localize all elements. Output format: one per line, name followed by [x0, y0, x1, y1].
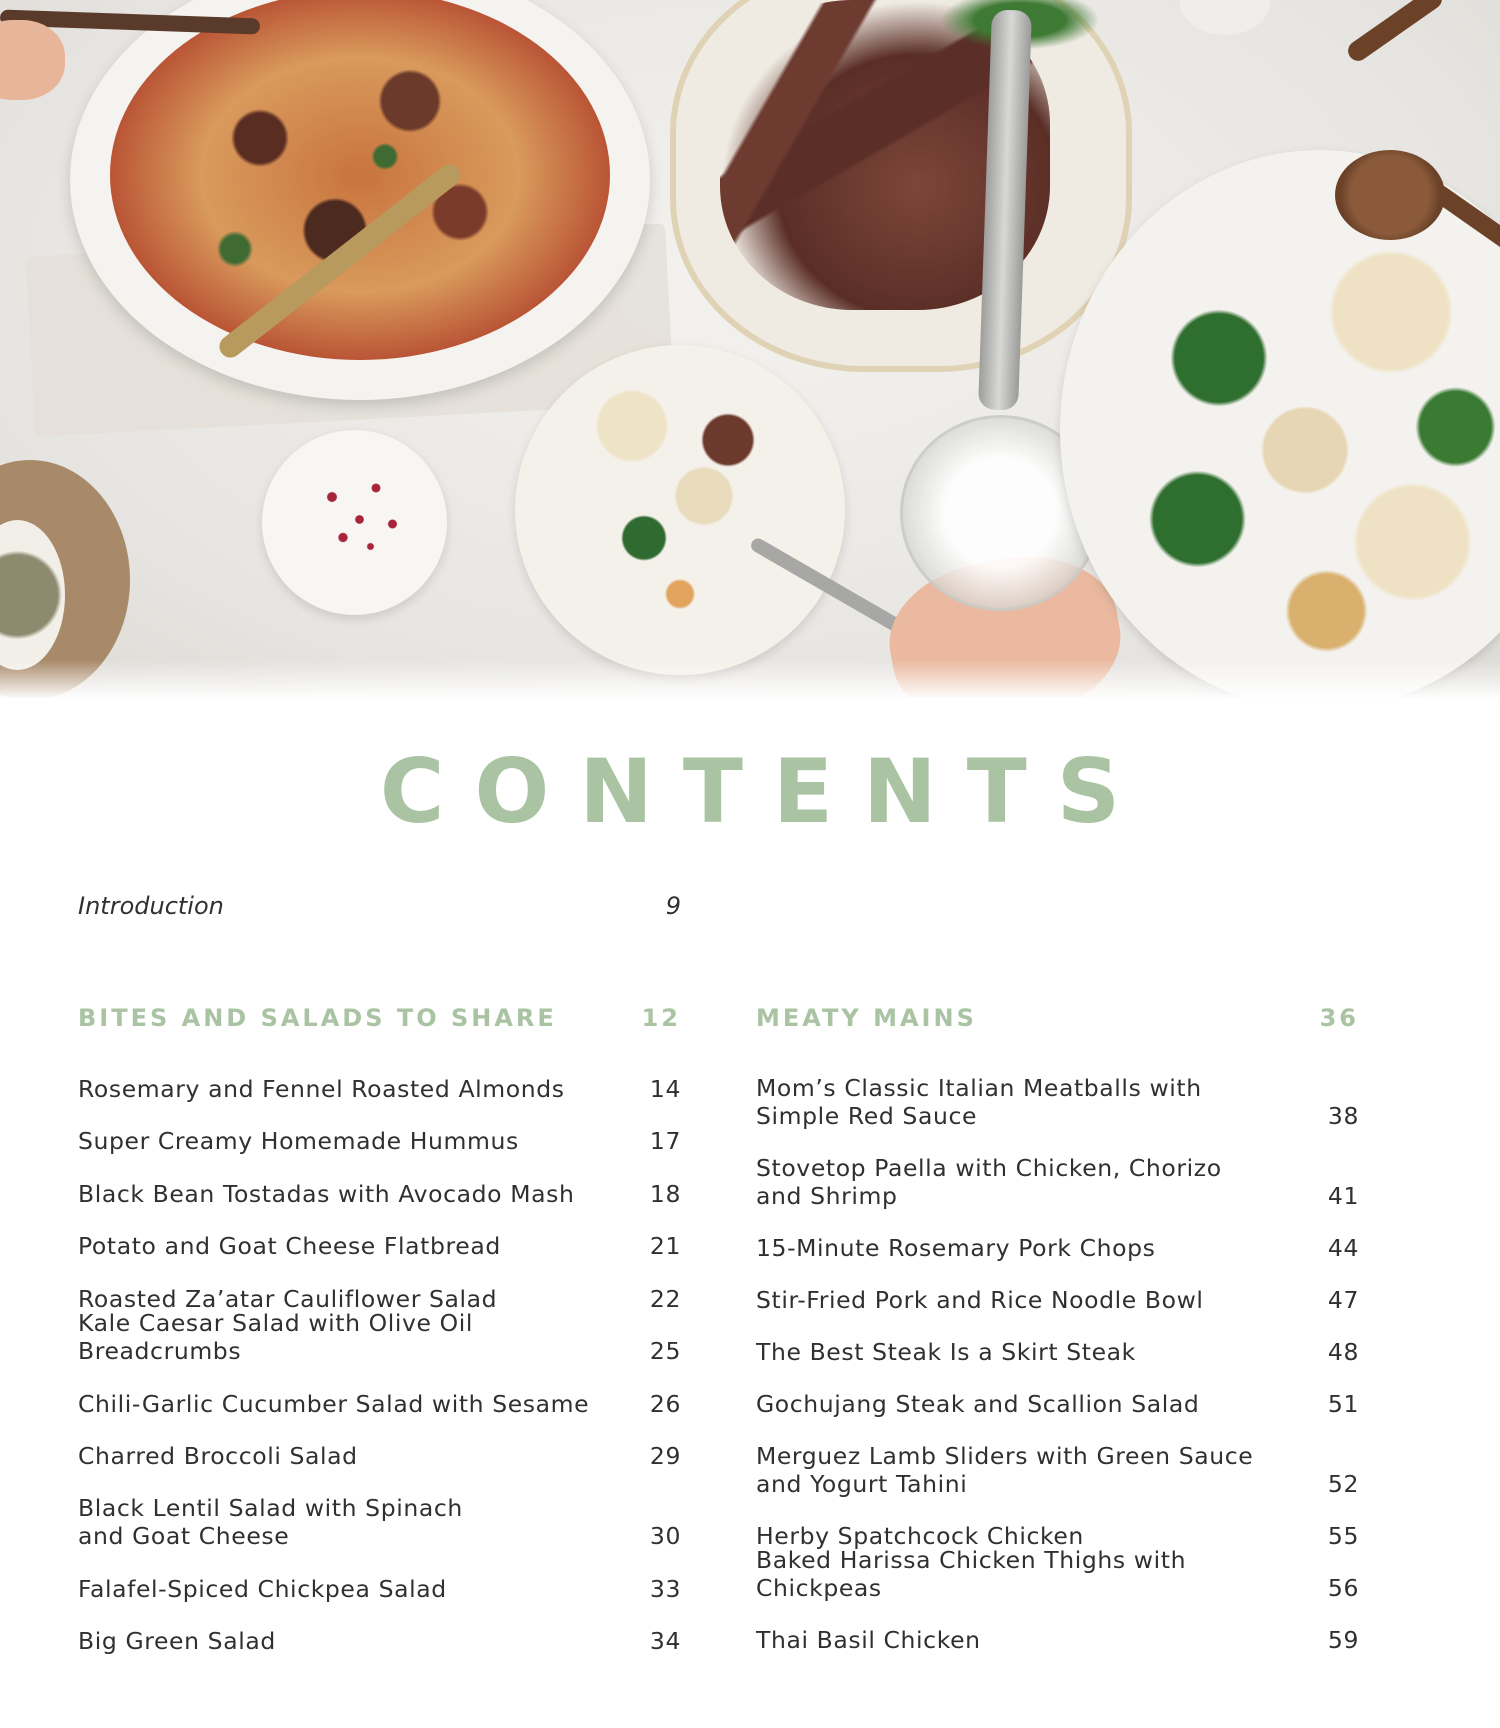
pappardelle-pasta — [110, 0, 610, 360]
toc-entry-page: 14 — [649, 1074, 681, 1103]
toc-entry-name: Falafel-Spiced Chickpea Salad — [78, 1574, 447, 1603]
toc-entry-name: Gochujang Steak and Scallion Salad — [756, 1390, 1200, 1418]
toc-entry-name: Potato and Goat Cheese Flatbread — [78, 1232, 501, 1260]
toc-entry[interactable] — [78, 1103, 681, 1156]
toc-entry-page: 52 — [1327, 1470, 1359, 1498]
toc-entry[interactable] — [78, 1208, 681, 1261]
section-title: MEATY MAINS — [756, 1004, 977, 1032]
wooden-utensil — [1344, 0, 1446, 65]
toc-entry[interactable] — [78, 1418, 681, 1471]
toc-entry-name: Kale Caesar Salad with Olive Oil Breadcrumbs — [78, 1309, 474, 1365]
section-heading[interactable] — [78, 1004, 681, 1050]
section-page: 12 — [641, 1004, 681, 1032]
toc-entry-page: 55 — [1327, 1522, 1359, 1550]
plated-salad — [560, 370, 800, 650]
toc-entry-page: 33 — [649, 1574, 681, 1603]
photo-edge — [0, 660, 1500, 698]
hand-top-left — [0, 20, 65, 100]
toc-entry-name: Herby Spatchcock Chicken — [756, 1522, 1084, 1550]
toc-entry-page: 41 — [1327, 1182, 1359, 1210]
toc-entry-page: 21 — [649, 1232, 681, 1260]
toc-entry-page: 47 — [1327, 1286, 1359, 1314]
toc-entry-name: Stir-Fried Pork and Rice Noodle Bowl — [756, 1286, 1204, 1314]
toc-entry[interactable] — [78, 1550, 681, 1603]
toc-entry-name: Merguez Lamb Sliders with Green Sauce and Yogurt Tahini — [756, 1442, 1254, 1498]
toc-entry-page: 59 — [1327, 1626, 1359, 1654]
roasted-cauliflower-salad — [1090, 220, 1500, 680]
toc-entry-page: 25 — [649, 1337, 681, 1365]
toc-entry-page: 9 — [665, 892, 681, 920]
section-heading[interactable] — [756, 1004, 1359, 1050]
toc-entry-name: Super Creamy Homemade Hummus — [78, 1127, 519, 1155]
toc-entry-page: 22 — [649, 1284, 681, 1313]
toc-entry-name: Big Green Salad — [78, 1627, 276, 1655]
toc-entry[interactable] — [78, 1260, 681, 1313]
toc-entry[interactable] — [78, 1470, 681, 1550]
toc-entry-page: 17 — [649, 1127, 681, 1155]
toc-entry-page: 26 — [649, 1389, 681, 1418]
toc-entry[interactable] — [756, 1210, 1359, 1262]
toc-entry[interactable] — [756, 1546, 1359, 1602]
cup — [1180, 0, 1270, 35]
wooden-spoon — [1335, 150, 1445, 240]
toc-entry-name: Stovetop Paella with Chicken, Chorizo and Shrimp — [756, 1154, 1222, 1210]
toc-entry-page: 44 — [1327, 1234, 1359, 1262]
toc-entry-page: 18 — [649, 1179, 681, 1208]
toc-entry-name: Roasted Za’atar Cauliflower Salad — [78, 1284, 498, 1313]
toc-entry-name: Black Lentil Salad with Spinach and Goat Cheese — [78, 1494, 463, 1550]
toc-entry[interactable] — [756, 1418, 1359, 1498]
section-page: 36 — [1319, 1004, 1359, 1032]
toc-entry-name: Chili-Garlic Cucumber Salad with Sesame — [78, 1389, 590, 1418]
toc-entry[interactable] — [756, 1498, 1359, 1550]
toc-entry-name: Thai Basil Chicken — [756, 1626, 981, 1654]
toc-entry[interactable] — [78, 1309, 681, 1366]
toc-entry[interactable] — [756, 1314, 1359, 1366]
toc-entry-page: 34 — [649, 1627, 681, 1655]
toc-entry-page: 51 — [1327, 1390, 1359, 1418]
toc-entry-name: The Best Steak Is a Skirt Steak — [756, 1338, 1136, 1366]
toc-entry[interactable] — [756, 1130, 1359, 1210]
toc-entry-name: Baked Harissa Chicken Thighs with Chickpeas — [756, 1546, 1187, 1602]
hero-food-photo — [0, 0, 1500, 698]
toc-entry-page: 48 — [1327, 1338, 1359, 1366]
toc-entry[interactable] — [756, 1366, 1359, 1418]
toc-entry[interactable] — [78, 1365, 681, 1418]
toc-entry[interactable] — [78, 1603, 681, 1656]
toc-entry-name: Black Bean Tostadas with Avocado Mash — [78, 1179, 575, 1208]
toc-entry-name: Rosemary and Fennel Roasted Almonds — [78, 1074, 565, 1103]
toc-entry[interactable] — [78, 1050, 681, 1103]
toc-entry-name: Mom’s Classic Italian Meatballs with Simple Red Sauce — [756, 1074, 1202, 1130]
toc-entry[interactable] — [756, 1262, 1359, 1314]
sumac-spice — [310, 470, 420, 560]
toc-entry-page: 38 — [1327, 1102, 1359, 1130]
toc-entry-page: 30 — [649, 1522, 681, 1550]
page-title: CONTENTS — [379, 740, 1151, 843]
toc-entry[interactable] — [756, 1050, 1359, 1130]
toc-entry-introduction[interactable] — [78, 892, 681, 922]
toc-entry-page: 29 — [649, 1442, 681, 1470]
toc-column-left — [78, 1004, 681, 1655]
toc-entry-name: Charred Broccoli Salad — [78, 1442, 358, 1470]
toc-entry-name: 15-Minute Rosemary Pork Chops — [756, 1234, 1156, 1262]
toc-entry[interactable] — [78, 1155, 681, 1208]
toc-entry-page: 56 — [1327, 1574, 1359, 1602]
toc-entry-name: Introduction — [78, 892, 224, 920]
toc-column-right — [756, 1004, 1359, 1654]
toc-entry[interactable] — [756, 1602, 1359, 1654]
section-title: BITES AND SALADS TO SHARE — [78, 1004, 557, 1032]
